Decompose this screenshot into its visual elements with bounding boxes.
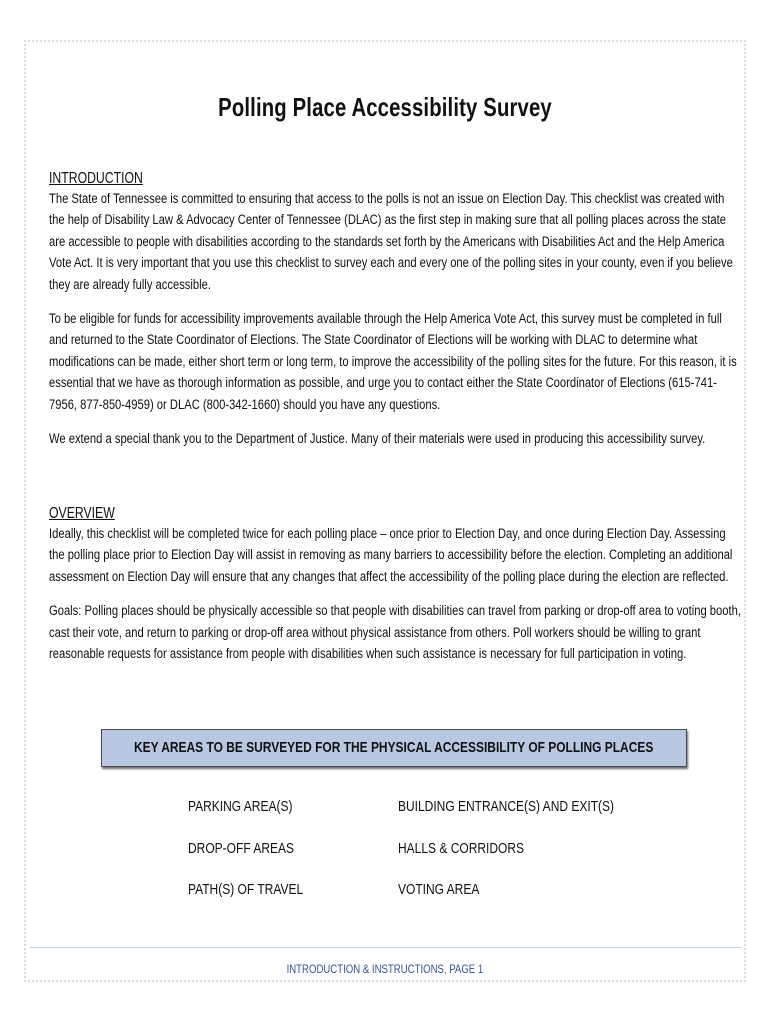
introduction-heading: INTRODUCTION [49,170,143,187]
overview-section [49,503,739,678]
overview-paragraph-1: Ideally, this checklist will be completed twice for each polling place – once prior to Election Day, and once during Election Day. Assessing the polling place prior to Election Day will assist in removing as many barriers to accessibility before the election. Completing an additional assessment on Election Day will ensure that any changes that affect the accessibility of the polling place during the election are reflected. [49,526,733,585]
key-area-item: PARKING AREA(S) [188,798,293,815]
key-area-item: DROP-OFF AREAS [188,840,295,857]
footer-divider [30,947,742,948]
key-area-item: PATH(S) OF TRAVEL [188,881,304,898]
introduction-paragraph-1: The State of Tennessee is committed to ensuring that access to the polls is not an issue on Election Day. This checklist was created with the help of Disability Law & Advocacy Center of Tennessee (DLAC) as the first step in making sure that all polling places across the state are accessible to people with disabilities according to the standards set forth by the Americans with Disabilities Act and the Help America Vote Act. It is very important that you use this checklist to survey each and every one of the polling sites in your county, even if you believe they are already fully accessible. [49,191,733,293]
overview-heading: OVERVIEW [49,505,115,522]
key-area-item: BUILDING ENTRANCE(S) AND EXIT(S) [398,798,615,815]
page-footer [0,962,770,976]
footer-label: INTRODUCTION & INSTRUCTIONS, PAGE 1 [286,962,484,976]
document-title: Polling Place Accessibility Survey [218,92,552,122]
key-areas-banner [101,729,687,767]
introduction-paragraph-2: To be eligible for funds for accessibility improvements available through the Help America Vote Act, this survey must be completed in full and returned to the State Coordinator of Elections. The State Coordinator of Elections will be working with DLAC to determine what modifications can be made, either short term or long term, to improve the accessibility of the polling sites for the future. For this reason, it is essential that we have as thorough information as possible, and urge you to contact either the State Coordinator of Elections (615-741-7956, 877-850-4959) or DLAC (800-342-1660) should you have any questions. [49,311,737,413]
introduction-paragraph-3: We extend a special thank you to the Department of Justice. Many of their materials were used in producing this accessibility survey. [49,431,706,448]
key-areas-title: KEY AREAS TO BE SURVEYED FOR THE PHYSICAL ACCESSIBILITY OF POLLING PLACES [134,740,654,756]
key-area-item: VOTING AREA [398,881,480,898]
key-area-item: HALLS & CORRIDORS [398,840,525,857]
introduction-section [49,168,739,463]
overview-goals-paragraph: Goals: Polling places should be physically accessible so that people with disabilities can travel from parking or drop-off area to voting booth, cast their vote, and return to parking or drop-off area without physical assistance from others. Poll workers should be willing to grant reasonable requests for assistance from people with disabilities when such assistance is necessary for full participation in voting. [49,603,741,663]
